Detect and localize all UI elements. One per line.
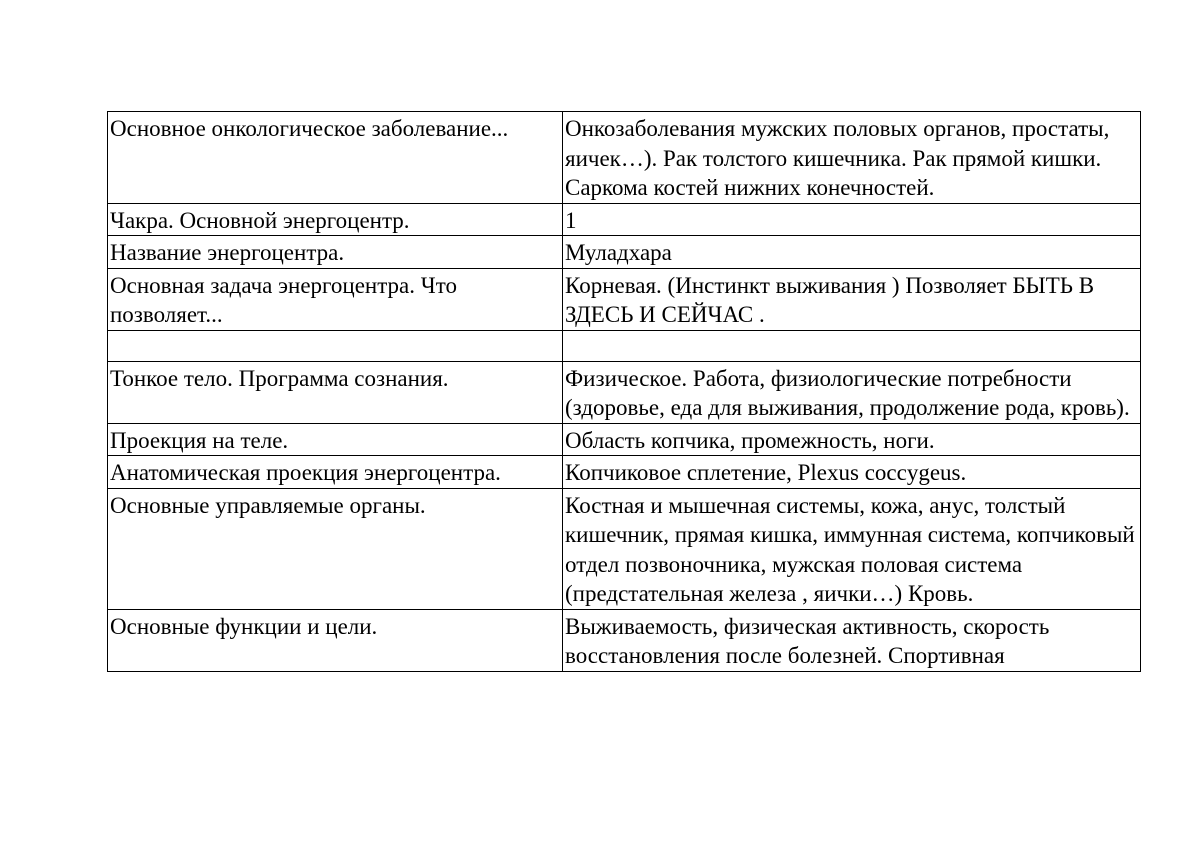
row-value-main-task: Корневая. (Инстинкт выживания ) Позволяет БЫТЬ В ЗДЕСЬ И СЕЙЧАС . [563, 268, 1141, 330]
row-label-name: Название энергоцентра. [108, 236, 563, 269]
row-label-functions: Основные функции и цели. [108, 609, 563, 671]
row-label-anatomical-projection: Анатомическая проекция энергоцентра. [108, 456, 563, 489]
row-label-empty [108, 330, 563, 361]
row-value-subtle-body: Физическое. Работа, физиологические потребности (здоровье, еда для выживания, продолжение рода, кровь). [563, 361, 1141, 423]
row-label-cancer: Основное онкологическое заболевание... [108, 112, 563, 204]
row-value-name: Муладхара [563, 236, 1141, 269]
table-row [108, 423, 1141, 456]
table-row [108, 488, 1141, 609]
row-label-chakra: Чакра. Основной энергоцентр. [108, 203, 563, 236]
row-value-body-projection: Область копчика, промежность, ноги. [563, 423, 1141, 456]
row-value-anatomical-projection: Копчиковое сплетение, Plexus coccygeus. [563, 456, 1141, 489]
row-label-subtle-body: Тонкое тело. Программа сознания. [108, 361, 563, 423]
row-value-cancer: Онкозаболевания мужских половых органов, простаты, яичек…). Рак толстого кишечника. Рак прямой кишки. Саркома костей нижних конечностей. [563, 112, 1141, 204]
row-label-body-projection: Проекция на теле. [108, 423, 563, 456]
row-value-organs: Костная и мышечная системы, кожа, анус, толстый кишечник, прямая кишка, иммунная система, копчиковый отдел позвоночника, мужская половая система (предстательная железа , яички…) Кровь. [563, 488, 1141, 609]
table-row [108, 609, 1141, 671]
row-value-chakra: 1 [563, 203, 1141, 236]
chakra-info-table [107, 111, 1141, 672]
table-row [108, 268, 1141, 330]
row-label-organs: Основные управляемые органы. [108, 488, 563, 609]
table-row [108, 203, 1141, 236]
row-label-main-task: Основная задача энергоцентра. Что позволяет... [108, 268, 563, 330]
table-row [108, 112, 1141, 204]
table-row [108, 236, 1141, 269]
row-value-functions: Выживаемость, физическая активность, скорость восстановления после болезней. Спортивная [563, 609, 1141, 671]
table-row [108, 456, 1141, 489]
table-row [108, 361, 1141, 423]
row-value-empty [563, 330, 1141, 361]
table-row-empty [108, 330, 1141, 361]
